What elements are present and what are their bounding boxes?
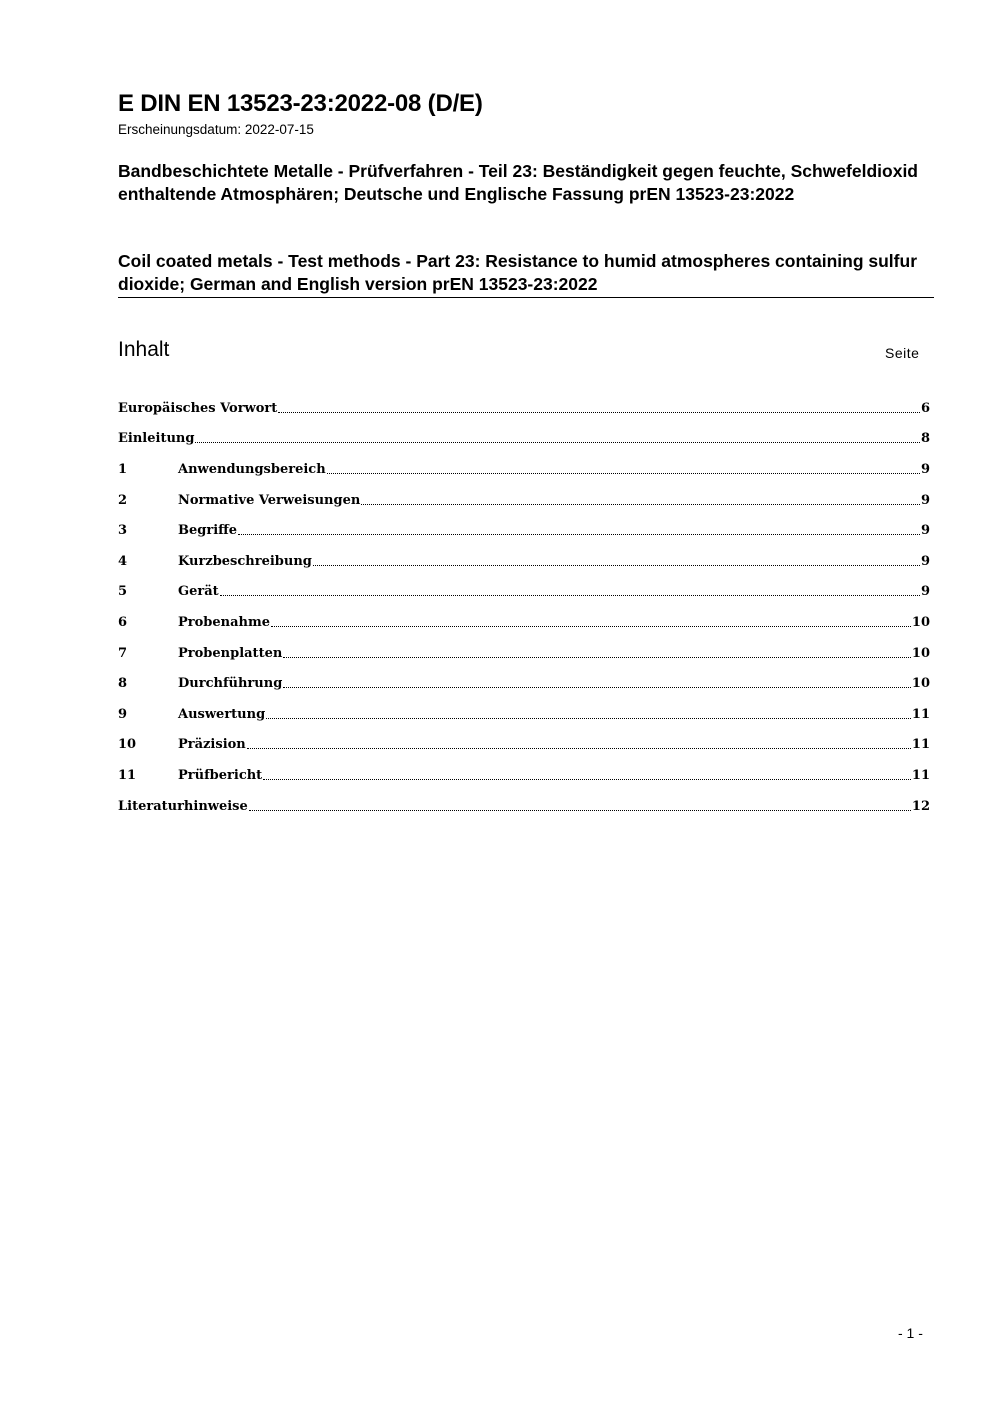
toc-entry[interactable] [118,699,930,730]
toc-dot-leader [238,534,920,535]
toc-entry-label[interactable]: Auswertung [178,706,266,722]
toc-heading: Inhalt [118,338,170,361]
toc-entry[interactable] [118,638,930,669]
toc-entry-label[interactable]: Normative Verweisungen [178,492,361,508]
toc-entry-number: 8 [118,676,128,692]
toc-entry-page: 10 [911,614,930,630]
toc-entry-number: 11 [118,767,137,783]
toc-entry-number: 7 [118,645,128,661]
toc-entry-number: 10 [118,737,137,753]
toc-entry[interactable] [118,424,930,455]
toc-entry-page: 6 [920,400,930,416]
toc-entry[interactable] [118,668,930,699]
toc-dot-leader [263,779,911,780]
toc-dot-leader [327,473,920,474]
toc-entry-page: 10 [911,676,930,692]
toc-entry-number: 2 [118,492,128,508]
toc-entry[interactable] [118,393,930,424]
toc-entry-number: 3 [118,523,128,539]
toc-entry[interactable] [118,760,930,791]
title-english: Coil coated metals - Test methods - Part 23: Resistance to humid atmospheres containing sulfur dioxide; German and English version prEN 13523-23:2022 [118,251,918,294]
toc-entry[interactable] [118,607,930,638]
toc-entry-number: 4 [118,553,128,569]
toc-dot-leader [313,565,920,566]
toc-dot-leader [361,504,920,505]
toc-dot-leader [271,626,911,627]
toc-entry-number: 1 [118,461,128,477]
toc-entry-page: 10 [911,645,930,661]
toc-dot-leader [249,810,911,811]
toc-dot-leader [220,595,920,596]
toc-entry-label[interactable]: Prüfbericht [178,767,263,783]
toc-entry-label[interactable]: Europäisches Vorwort [118,400,278,416]
publication-date: Erscheinungsdatum: 2022-07-15 [118,122,314,137]
toc-entry-label[interactable]: Präzision [178,737,246,753]
toc-dot-leader [283,657,911,658]
toc-entry[interactable] [118,577,930,608]
toc-entry[interactable] [118,730,930,761]
toc-entry-number: 6 [118,614,128,630]
toc-dot-leader [195,442,920,443]
toc-entry-label[interactable]: Anwendungsbereich [178,461,326,477]
toc-dot-leader [283,687,911,688]
toc-entry-label[interactable]: Literaturhinweise [118,798,248,814]
toc-entry-label[interactable]: Durchführung [178,676,283,692]
toc-entry-page: 8 [920,431,930,447]
toc-entry[interactable] [118,546,930,577]
toc-entry-label[interactable]: Probenplatten [178,645,283,661]
toc-entry-label[interactable]: Einleitung [118,431,195,447]
toc-entry-page: 11 [911,737,930,753]
toc-entry-page: 9 [920,492,930,508]
title-divider [118,297,934,298]
toc-entry-label[interactable]: Probenahme [178,614,271,630]
toc-entry-number: 5 [118,584,128,600]
toc-entry[interactable] [118,791,930,822]
toc-entry[interactable] [118,454,930,485]
toc-entry[interactable] [118,485,930,516]
toc-dot-leader [278,412,920,413]
title-german: Bandbeschichtete Metalle - Prüfverfahren - Teil 23: Beständigkeit gegen feuchte, Schwefeldioxid enthaltende Atmosphären; Deutsche und Englische Fassung prEN 13523-23:2022 [118,161,919,204]
toc-entry-page: 11 [911,767,930,783]
toc-entry-label[interactable]: Begriffe [178,523,238,539]
toc-entry-number: 9 [118,706,128,722]
toc-dot-leader [247,748,911,749]
toc-entry-page: 12 [911,798,930,814]
toc-dot-leader [266,718,911,719]
toc-page-column-label: Seite [885,345,920,361]
document-title: E DIN EN 13523-23:2022-08 (D/E) [118,90,483,117]
toc-entry-page: 9 [920,553,930,569]
toc-entry[interactable] [118,515,930,546]
toc-entry-page: 9 [920,461,930,477]
toc-entry-label[interactable]: Kurzbeschreibung [178,553,312,569]
page-number: - 1 - [898,1325,923,1341]
toc-entry-page: 9 [920,523,930,539]
toc-entry-page: 9 [920,584,930,600]
table-of-contents [118,393,930,821]
toc-entry-label[interactable]: Gerät [178,584,219,600]
toc-entry-page: 11 [911,706,930,722]
